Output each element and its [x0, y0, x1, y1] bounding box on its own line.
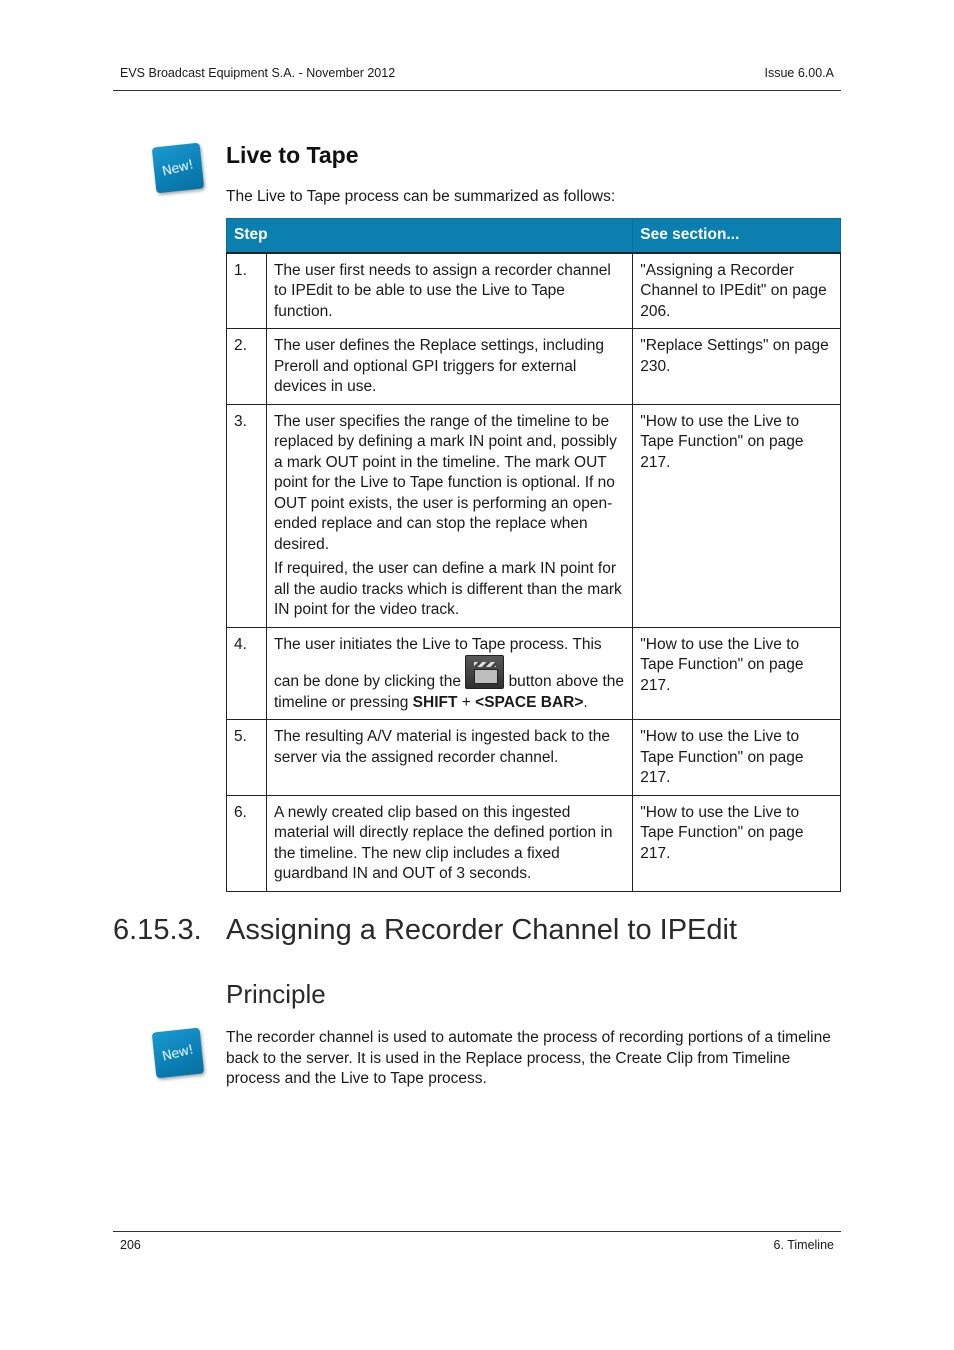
header-doc-info: EVS Broadcast Equipment S.A. - November 2012	[120, 66, 396, 80]
header-rule	[113, 90, 841, 91]
step-text: The user initiates the Live to Tape process. This can be done by clicking the	[273, 635, 602, 690]
see-section-ref: "Assigning a Recorder Channel to IPEdit" on page 206.	[633, 253, 841, 329]
new-badge-label: New!	[160, 156, 196, 180]
see-section-ref: "How to use the Live to Tape Function" on page 217.	[633, 795, 841, 891]
table-row	[227, 795, 841, 891]
table-row	[227, 253, 841, 329]
new-badge-label: New!	[160, 1041, 196, 1065]
step-description: The user defines the Replace settings, including Preroll and optional GPI triggers for external devices in use.	[266, 329, 632, 405]
live-to-tape-heading: Live to Tape	[226, 142, 359, 168]
step-description	[266, 627, 632, 720]
col-header-step: Step	[227, 219, 633, 253]
shortcut-key-shift: SHIFT	[412, 693, 458, 711]
step-number: 4.	[227, 627, 267, 720]
table-row	[227, 720, 841, 796]
header-issue: Issue 6.00.A	[764, 66, 834, 80]
step-description: The resulting A/V material is ingested back to the server via the assigned recorder channel.	[266, 720, 632, 796]
see-section-ref: "Replace Settings" on page 230.	[633, 329, 841, 405]
col-header-see-section: See section...	[633, 219, 841, 253]
step-description-para: If required, the user can define a mark IN point for all the audio tracks which is different than the mark IN point for the video track.	[273, 560, 622, 618]
principle-paragraph: The recorder channel is used to automate the process of recording portions of a timeline back to the server. It is used in the Replace process, the Create Clip from Timeline process and the Live to Tape process.	[226, 1029, 831, 1087]
live-to-tape-intro: The Live to Tape process can be summarized as follows:	[226, 188, 616, 205]
chapter-name: 6. Timeline	[773, 1238, 834, 1252]
principle-heading: Principle	[226, 979, 326, 1009]
section-number: 6.15.3.	[113, 914, 202, 946]
step-number: 1.	[227, 253, 267, 329]
table-row	[227, 404, 841, 627]
see-section-ref: "How to use the Live to Tape Function" on page 217.	[633, 627, 841, 720]
step-text-end: .	[583, 693, 588, 711]
live-to-tape-clapper-icon	[465, 655, 504, 689]
table-row	[227, 329, 841, 405]
step-description: The user first needs to assign a recorder channel to IPEdit to be able to use the Live to Tape function.	[266, 253, 632, 329]
step-description-para: The user specifies the range of the timeline to be replaced by defining a mark IN point and, possibly a mark OUT point in the timeline. The mark OUT point for the Live to Tape function is optional. If no OUT point exists, the user is performing an open-ended replace and can stop the replace when desired.	[273, 412, 617, 553]
see-section-ref: "How to use the Live to Tape Function" on page 217.	[633, 404, 841, 627]
step-number: 3.	[227, 404, 267, 627]
table-header-row	[227, 219, 841, 253]
step-number: 6.	[227, 795, 267, 891]
section-heading	[113, 914, 737, 947]
step-number: 5.	[227, 720, 267, 796]
footer-rule	[113, 1231, 841, 1232]
step-description: A newly created clip based on this ingested material will directly replace the defined portion in the timeline. The new clip includes a fixed guardband IN and OUT of 3 seconds.	[266, 795, 632, 891]
shortcut-key-space: <SPACE BAR>	[475, 693, 584, 711]
see-section-ref: "How to use the Live to Tape Function" on page 217.	[633, 720, 841, 796]
step-description	[266, 404, 632, 627]
step-text: button above the timeline or pressing	[273, 673, 625, 711]
step-number: 2.	[227, 329, 267, 405]
steps-table	[226, 218, 841, 892]
page-number: 206	[120, 1238, 141, 1252]
shortcut-plus: +	[461, 693, 471, 711]
section-title: Assigning a Recorder Channel to IPEdit	[226, 914, 738, 946]
new-badge-icon	[152, 143, 205, 194]
new-badge-icon	[152, 1028, 205, 1079]
table-row	[227, 627, 841, 720]
